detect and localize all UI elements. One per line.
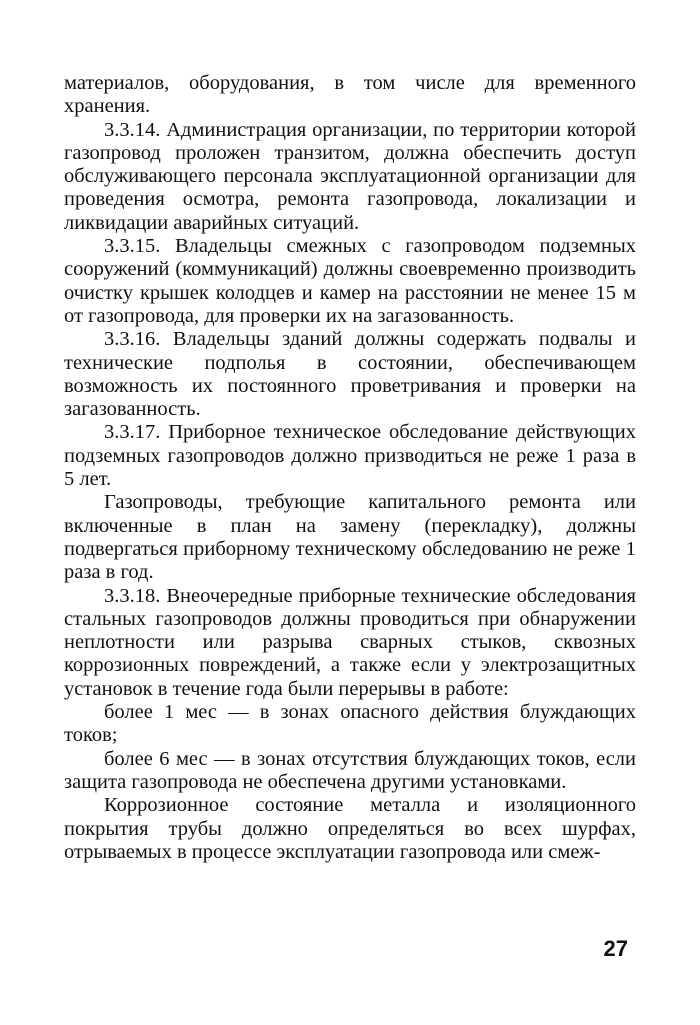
paragraph-corrosion-state: Коррозионное состояние металла и изоляционного покрытия трубы должно определяться во всех шурфах, отрываемых в процессе эксплуатации газопровода или смеж- [64, 794, 636, 863]
paragraph-3-3-16: 3.3.16. Владельцы зданий должны содержать подвалы и технические подполья в состоянии, обеспечивающем возможность их постоянного проветривания и проверки на загазованность. [64, 328, 636, 421]
paragraph-3-3-17: 3.3.17. Приборное техническое обследование действующих подземных газопроводов должно призводиться не реже 1 раза в 5 лет. [64, 421, 636, 491]
paragraph-gas-pipelines-repair: Газопроводы, требующие капитального ремонта или включенные в план на замену (перекладку), должны подвергаться приборному техническому обследованию не реже 1 раза в год. [64, 491, 636, 584]
list-item-6-months: более 6 мес — в зонах отсутствия блуждающих токов, если защита газопровода не обеспечена другими установками. [64, 747, 636, 793]
list-item-1-month: более 1 мес — в зонах опасного действия блуждающих токов; [64, 701, 636, 747]
paragraph-continuation: материалов, оборудования, в том числе для временного хранения. [64, 72, 636, 118]
document-page [64, 72, 636, 864]
page-number: 27 [603, 936, 628, 961]
paragraph-3-3-15: 3.3.15. Владельцы смежных с газопроводом подземных сооружений (коммуникаций) должны своевременно производить очистку крышек колодцев и камер на расстоянии не менее 15 м от газопровода, для проверки их на загазованность. [64, 235, 636, 327]
paragraph-3-3-14: 3.3.14. Администрация организации, по территории которой газопровод проложен транзитом, должна обеспечить доступ обслуживающего персонала эксплуатационной организации для проведения осмотра, ремонта газопровода, локализации и ликвидации аварийных ситуаций. [64, 118, 636, 234]
paragraph-3-3-18: 3.3.18. Внеочередные приборные технические обследования стальных газопроводов должны проводиться при обнаружении неплотности или разрыва сварных стыков, сквозных коррозионных повреждений, а также если у электрозащитных установок в течение года были перерывы в работе: [64, 584, 636, 700]
